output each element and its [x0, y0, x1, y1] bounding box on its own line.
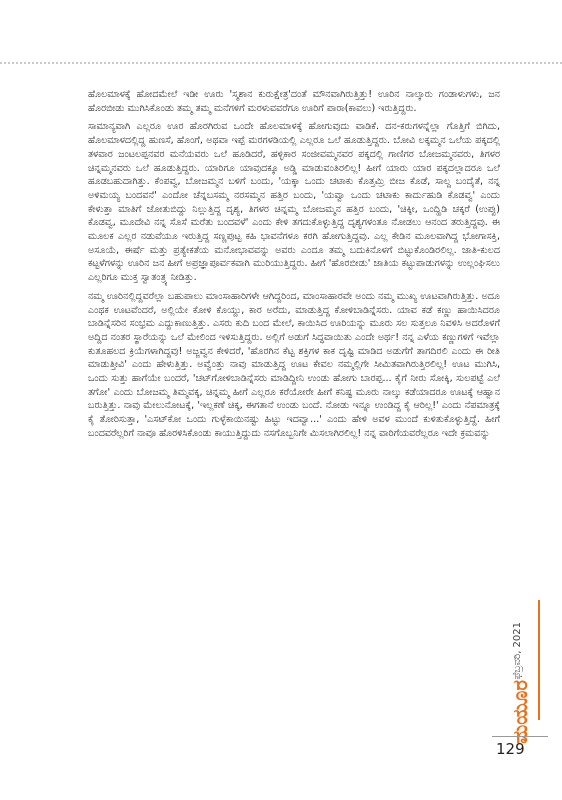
article-body — [88, 88, 500, 446]
page-number: 129 — [496, 740, 525, 758]
header-dotted-rule — [0, 62, 562, 64]
page-number-rule — [492, 736, 548, 737]
paragraph-2: ಸಾಮಾನ್ಯವಾಗಿ ಎಲ್ಲರೂ ಊರ ಹೊರಗಿರುವ ಒಂದೇ ಹೊಲಮಾಳಕ್ಕೆ ಹೋಗುವುದು ವಾಡಿಕೆ. ದನ-ಕರುಗಳನ್ನೆಲ್ಲಾ ಗೊತ್ತಿಗೆ ಬಿಗಿದು, ಹೊಲಮಾಳದಲ್ಲಿದ್ದ ಹುಣಸೆ, ಹೊಂಗೆ, ಅಥವಾ ಇಪ್ಪೆ ಮರಗಳಡಿಯಲ್ಲಿ ಎಲ್ಲರೂ ಒಲೆ ಹೂಡುತ್ತಿದ್ದರು. ಬೋವಿ ಲಕ್ಕಮ್ಮನ ಒಲೆಯ ಪಕ್ಕದಲ್ಲಿ ತಳವಾರ ಜಂಟಲಪ್ಪನವರ ಮನೆಯವರು ಒಲೆ ಹೂಡಿದರೆ, ಹಳ್ಳಿಕಾರ ಸಂಜೀವಮ್ಮನವರ ಪಕ್ಕದಲ್ಲಿ ಗಾಣಿಗರ ಬೋಜಮ್ಮನವರು, ತಿಗಳರ ಚಿನ್ನಮ್ಮನವರು ಒಲೆ ಹೂಡುತ್ತಿದ್ದರು. ಯಾರಿಗೂ ಯಾವುದಕ್ಕೂ ಅಡ್ಡಿ ಮಾಡುವಂತಿರಲಿಲ್ಲ! ಹೀಗೆ ಯಾರು ಯಾರ ಪಕ್ಕದಲ್ಲಾದರೂ ಒಲೆ ಹೂಡಬಹುದಾಗಿತ್ತು. ಕೆಂಪವ್ವ, ಬೋಜಮ್ಮನ ಬಳಿಗೆ ಬಂದು, 'ಯಕ್ಕಾ ಒಂದು ಚಟಾಕು ಕೊತ್ತಮ್ರಿ ಬೀಜ ಕೊಡೆ, ಸಾಲ್ದ ಬಂದೈತೆ, ನನ್ನ ಅಳಿಮಯ್ಯ ಬಂದವನೆ' ಎಂದೋ ಚೆನ್ನಬಸಮ್ಮ ನರಸಮ್ಮನ ಹತ್ತಿರ ಬಂದು, 'ಯವ್ವಾ ಒಂದು ಚಟಾಕು ಕಾರ್ದುಹುಡಿ ಕೊಡವ್ವ' ಎಂದು ಕೇಳುತ್ತಾ ಮಾತಿಗೆ ಜೋತುಬಿದ್ದು ನಿಲ್ಲುತ್ತಿದ್ದ ದೃಶ್ಯ, ತಿಗಳರ ಚಿನ್ನಮ್ಮ ಬೋಜಮ್ಮನ ಹತ್ತಿರ ಬಂದು, 'ಚಿಕ್ಕೀ, ಒಂದ್ಹಿಡಿ ಚಕ್ಕರೆ (ಉಪ್ಪು) ಕೊಡವ್ವ, ಮೂದೇವಿ ನನ್ನ ಸೊಸೆ ಮರೆತು ಬಂದವಳೆ' ಎಂದು ಕೇಳಿ ತಗದುಕೊಳ್ಳುತ್ತಿದ್ದ ದೃಶ್ಯಗಳಂತೂ ನೋಡಲು ಆನಂದ ತರುತ್ತಿದ್ದವು. ಈ ಮೂಲಕ ಎಲ್ಲರ ನಡುವೆಯೂ ಇರುತ್ತಿದ್ದ ಸಣ್ಣಪುಟ್ಟ ಕಹಿ ಭಾವನೆಗಳೂ ಕರಗಿ ಹೋಗುತ್ತಿದ್ದವು. ಎಲ್ಲ ಕೇಡಿನ ಮೂಲವಾಗಿದ್ದ ಭೋಗಾಸಕ್ತಿ, ಅಸೂಯೆ, ಈರ್ಷೆ ಮತ್ತು ಪ್ರತ್ಯೇಕತೆಯ ಮನೋಭಾವವನ್ನು ಅವರು ಎಂದೂ ತಮ್ಮ ಬದುಕಿನೊಳಗೆ ಬಿಟ್ಟುಕೊಂಡಿರಲಿಲ್ಲ. ಜಾತಿ-ಕುಲದ ಕಟ್ಟಳೆಗಳನ್ನು ಊರಿನ ಜನ ಹೀಗೆ ಅಪ್ರಜ್ಞಾಪೂರ್ವಕವಾಗಿ ಮುರಿಯುತ್ತಿದ್ದರು. ಹೀಗೆ 'ಹೊರಬೀಡು' ಜಾತಿಯ ಕಟ್ಟುಪಾಡುಗಳನ್ನು ಉಲ್ಲಂಘಿಸಲು ಎಲ್ಲರಿಗೂ ಮುಕ್ತ ಸ್ವಾತಂತ್ರ್ಯ ನೀಡಿತ್ತು. — [88, 121, 500, 284]
paragraph-1: ಹೊಲಮಾಳಕ್ಕೆ ಹೋದಮೇಲೆ ಇಡೀ ಊರು 'ಸ್ಮಶಾನ ಕುರುಕ್ಷೇತ್ರ'ದಂತೆ ಮೌನವಾಗಿರುತ್ತಿತ್ತು! ಊರಿನ ನಾಲ್ಕಾರು ಗಂಡಾಳುಗಳು, ಜನ ಹೊರಬೀಡು ಮುಗಿಸಿಕೊಂಡು ತಮ್ಮ ತಮ್ಮ ಮನೆಗಳಿಗೆ ಮರಳುವವರೆಗೂ ಊರಿಗೆ ಪಾರಾ(ಕಾವಲು) ಇರುತ್ತಿದ್ದರು. — [88, 89, 500, 114]
sidebar-accent-bar — [538, 600, 540, 720]
magazine-logo: ಮಯೂರ — [508, 680, 532, 744]
issue-date: ಫೆಬ್ರವರಿ, 2021 — [512, 622, 523, 680]
paragraph-3: ನಮ್ಮ ಊರಿನಲ್ಲಿದ್ದವರೆಲ್ಲಾ ಬಹುಪಾಲು ಮಾಂಸಾಹಾರಿಗಳೇ ಆಗಿದ್ದರಿಂದ, ಮಾಂಸಾಹಾರವೇ ಅಂದು ನಮ್ಮ ಮುಖ್ಯ ಊಟವಾಗಿರುತ್ತಿತ್ತು. ಅದೂ ಎಂಥಕ ಊಟವೆಂದರೆ, ಅಲ್ಲಿಯೇ ಕೋಳಿ ಕೊಯ್ದು, ಕಾರ ಅರೆದು, ಮಾಡುತ್ತಿದ್ದ ಕೋಳಿಬಾಡಿನ್ನೆಸರು. ಯಾವ ಕಡೆ ಕಣ್ಣು ಹಾಯಿಸಿದರೂ ಬಾಡಿನ್ನೆಸರಿನ ಸಂಭ್ರಮ ಎದ್ದುಕಾಣುತ್ತಿತ್ತು. ಎಸರು ಕುದಿ ಬಂದ ಮೇಲೆ, ಕಾಯಿಸಿದ ಊರಿಯನ್ನು ಮೂರು ಸಲ ಸುತ್ತಲೂ ನಿವಳಿಸಿ ಅದರೊಳಗೆ ಅದ್ದಿದ ನಂತರ ಸ್ಥಾರೆಯನ್ನು ಒಲೆ ಮೇಲಿಂದ ಇಳಿಸುತ್ತಿದ್ದರು. ಅಲ್ಲಿಗೆ ಅಡುಗೆ ಸಿದ್ಧವಾಯಿತು ಎಂದೇ ಅರ್ಥ! ನನ್ನ ಎಳೆಯ ಕಣ್ಣುಗಳಿಗೆ ಇವೆಲ್ಲಾ ಕುತೂಹಲದ ಕ್ರಿಯೆಗಳಾಗಿದ್ದವು! ಅಜ್ಜವ್ವನ ಕೇಳಿದರೆ, 'ಹೊರಗಿನ ಕೆಟ್ಟ ಶಕ್ತಿಗಳ ಕಾಕ ದೃಷ್ಟಿ ಮಾಡಿದ ಅಡುಗೆಗೆ ತಾಗದಿರಲಿ ಎಂದು ಈ ರೀತಿ ಮಾಡುತ್ತೀವಿ' ಎಂದು ಹೇಳುತ್ತಿತ್ತು. ಅವ್ವೆಂತ್ತು ನಾವು ಮಾಡುತ್ತಿದ್ದ ಊಟ ಕೇವಲ ನಮ್ಮಲ್ಲಿಗೇ ಸೀಮಿತವಾಗಿರುತ್ತಿರಲಿಲ್ಲ! ಊಟ ಮುಗಿಸಿ, ಒಂದು ಸುತ್ತು ಹಾಗೆಯೇ ಬಂದರೆ, 'ಚಟ್‌ಗೋಳಿಬಾಡಿನ್ನೆಸರು ಮಾಡಿದ್ದೀನಿ ಉಂಡು ಹೋಗು ಬಾರಪ್ಪ... ಕೈಗೆ ನೀರು ಸೋಕ್ಕಿ, ಸುಲಪಟ್ಟೆ ಎಲೆ ತಗೋ' ಎಂದು ಬೋಜಮ್ಮ ತಿಮ್ಮವಕ್ಕ, ಚಿನ್ನಮ್ಮ ಹೀಗೆ ಎಲ್ಲರೂ ಕರೆಯೋರೇ ಹೀಗೆ ಕನಿಷ್ಟ ಮೂರು ನಾಲ್ಕು ಕಡೆಯಾದರೂ ಊಟಕ್ಕೆ ಆಹ್ವಾನ ಬರುತ್ತಿತ್ತು. ನಾವು ಮೇಲುನೋಟಕ್ಕೆ, 'ಇಲ್ಲಕಣೆ ಚಿಕ್ಕ, ಈಗತಾನೆ ಉಂಡು ಬಂದೆ. ನೋಡು ಇನ್ನೂ ಉಂಡಿದ್ದ ಕೈ ಆರಿಲ್ಲ!' ಎಂದು ನೆಪಮಾತ್ರಕ್ಕೆ ಕೈ ತೋರಿಸುತ್ತಾ, 'ಎಸಟ್‌ಕೋ ಒಂದು ಗುಳ್ಳೆಕಾಯಿನಷ್ಟು ಹಿಟ್ಟು ಇದವ್ವಾ...' ಎಂದು ಹೇಳಿ ಅವಳ ಮುಂದೆ ಕುಳಿತುಕೊಳ್ಳುತ್ತಿದ್ದೆ. ಹೀಗೆ ಬಂದವರೆಲ್ಲರಿಗೆ ನಾವೂ ಹೊರಳಿಸಿಕೊಂಡು ಕಾಯುತ್ತಿದ್ದುದು ನಸಗೊಬ್ಬನಿಗೇ ಮಿಸಲಾಗಿರಲಿಲ್ಲ! ನನ್ನ ವಾರಿಗೆಯವರೆಲ್ಲರೂ ಇದೇ ಕ್ರಮವನ್ನು — [88, 290, 500, 439]
